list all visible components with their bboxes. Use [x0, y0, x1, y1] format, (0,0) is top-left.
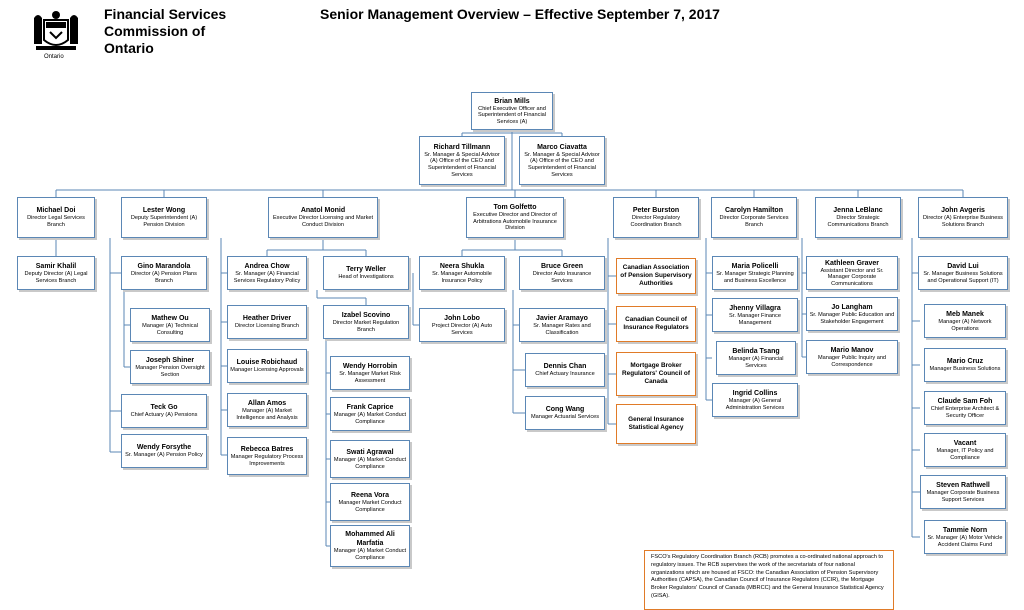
person-title: Manager Pension Oversight Section — [135, 364, 205, 378]
person-name: Richard Tillmann — [433, 143, 491, 151]
person-title: Manager (A) Financial Services — [728, 355, 784, 369]
person-box — [918, 197, 1008, 238]
person-title: Manager (A) Market Conduct Compliance — [333, 548, 407, 561]
person-title: Director Legal Services Branch — [27, 215, 85, 228]
person-box — [330, 397, 410, 431]
agency-box — [616, 306, 696, 342]
person-name: Maria Policelli — [731, 262, 779, 270]
person-box — [466, 197, 564, 238]
person-name: Vacant — [953, 439, 977, 447]
person-box — [815, 197, 901, 238]
person-box — [716, 341, 796, 375]
person-title: Assistant Director and Sr. Manager Corporate Communications — [820, 267, 884, 287]
person-box — [227, 305, 307, 339]
person-title: Director (A) Enterprise Business Solutions Branch — [923, 215, 1003, 228]
person-title: Manager (A) Technical Consulting — [142, 322, 198, 336]
person-name: Izabel Scovino — [341, 311, 391, 319]
person-box — [924, 348, 1006, 382]
person-title: Manager Public Inquiry and Correspondence — [817, 354, 887, 368]
person-title: Manager (A) Network Operations — [938, 318, 992, 332]
person-title: Manager Actuarial Services — [530, 414, 600, 421]
person-title: Manager (A) Market Intelligence and Analysis — [236, 407, 298, 421]
person-name: Lester Wong — [142, 207, 186, 215]
person-box — [121, 434, 207, 468]
person-name: Rebecca Batres — [240, 445, 294, 453]
person-name: John Avgeris — [941, 207, 985, 215]
person-box — [806, 256, 898, 290]
person-box — [227, 393, 307, 427]
person-box — [519, 136, 605, 185]
person-title: Manager Corporate Business Support Services — [926, 489, 1000, 503]
person-title: Sr. Manager (A) Financial Services Regulatory Policy — [233, 270, 301, 284]
person-name: Terry Weller — [346, 266, 386, 274]
person-box — [227, 349, 307, 383]
person-box — [130, 308, 210, 342]
person-box — [613, 197, 699, 238]
person-name: Swati Agrawal — [346, 448, 394, 456]
agency-box — [616, 352, 696, 396]
person-title: Sr. Manager & Special Advisor (A) Office of the CEO and Superintendent of Financial Services — [424, 151, 500, 178]
person-name: Meb Manek — [946, 310, 984, 318]
logo-caption: Ontario — [44, 54, 64, 60]
agency-name: Mortgage Broker Regulators' Council of Canada — [622, 362, 690, 385]
person-name: Heather Driver — [242, 315, 292, 323]
person-box — [227, 437, 307, 475]
person-box — [17, 197, 95, 238]
person-name: Neera Shukla — [439, 262, 485, 270]
person-name: Andrea Chow — [244, 262, 290, 270]
person-title: Executive Director Licensing and Market Conduct Division — [272, 215, 374, 228]
person-name: Kathleen Graver — [824, 259, 880, 267]
person-title: Deputy Superintendent (A) Pension Division — [130, 215, 198, 228]
chart-title: Senior Management Overview – Effective September 7, 2017 — [320, 6, 720, 22]
person-name: Tom Golfetto — [493, 204, 537, 212]
agency-name: Canadian Council of Insurance Regulators — [623, 316, 689, 331]
person-name: Bruce Green — [540, 262, 584, 270]
person-title: Sr. Manager Market Risk Assessment — [339, 370, 401, 384]
person-title: Manager Business Solutions — [929, 366, 1001, 373]
person-name: Gino Marandola — [137, 262, 191, 270]
person-box — [920, 475, 1006, 509]
person-box — [924, 391, 1006, 425]
person-title: Sr. Manager Public Education and Stakeholder Engagement — [809, 311, 895, 325]
person-title: Sr. Manager Automobile Insurance Policy — [432, 270, 492, 284]
person-box — [268, 197, 378, 238]
person-title: Manager, IT Policy and Compliance — [936, 447, 994, 461]
person-box — [323, 305, 409, 339]
person-name: Wendy Horrobin — [342, 362, 398, 370]
person-name: Frank Caprice — [346, 403, 394, 411]
person-box — [419, 308, 505, 342]
person-name: Marco Ciavatta — [537, 143, 587, 151]
person-title: Director Auto Insurance Services — [532, 270, 592, 284]
person-box — [471, 92, 553, 130]
person-title: Director Market Regulation Branch — [332, 319, 400, 333]
person-title: Sr. Manager & Special Advisor (A) Office of the CEO and Superintendent of Financial Services — [524, 151, 600, 178]
person-name: Jenna LeBlanc — [833, 207, 883, 215]
person-box — [323, 256, 409, 290]
person-title: Manager Market Conduct Compliance — [338, 499, 402, 513]
person-title: Manager Regulatory Process Improvements — [230, 453, 304, 467]
person-name: Cong Wang — [545, 406, 585, 414]
person-title: Sr. Manager Strategic Planning and Business Excellence — [716, 270, 794, 284]
person-box — [525, 396, 605, 430]
person-name: Samir Khalil — [35, 262, 77, 270]
person-box — [924, 520, 1006, 554]
person-name: Mohammed Ali Marfatia — [345, 531, 395, 548]
person-name: Anatol Monid — [300, 207, 346, 215]
person-title: Director (A) Pension Plans Branch — [131, 270, 197, 284]
person-box — [712, 383, 798, 417]
person-name: Steven Rathwell — [936, 481, 990, 489]
person-name: Teck Go — [150, 404, 178, 412]
person-name: Mario Cruz — [946, 358, 984, 366]
person-box — [519, 256, 605, 290]
person-box — [711, 197, 797, 238]
person-name: Reena Vora — [351, 491, 389, 499]
agency-name: General Insurance Statistical Agency — [628, 416, 684, 431]
person-name: Joseph Shiner — [145, 356, 195, 364]
person-box — [330, 483, 410, 521]
person-box — [918, 256, 1008, 290]
person-name: Mario Manov — [830, 346, 874, 354]
person-name: Carolyn Hamilton — [725, 207, 783, 215]
person-title: Deputy Director (A) Legal Services Branch — [24, 270, 88, 284]
person-name: Michael Doi — [36, 207, 76, 215]
person-name: Mathew Ou — [151, 314, 189, 322]
person-title: Manager (A) Market Conduct Compliance — [333, 456, 407, 470]
person-box — [712, 256, 798, 290]
person-name: Claude Sam Foh — [937, 397, 993, 405]
person-title: Manager (A) General Administration Services — [725, 397, 785, 411]
person-title: Director Corporate Services Branch — [719, 215, 789, 228]
person-title: Chief Executive Officer and Superintendent of Financial Services (A) — [477, 105, 547, 125]
person-name: Louise Robichaud — [236, 359, 298, 367]
person-title: Manager Licensing Approvals — [230, 367, 304, 374]
rcb-note: FSCO's Regulatory Coordination Branch (RCB) promotes a co-ordinated national approach to regulatory issues. The RCB supervises the work of the secretariats of four national organizations which are housed at FSCO: the Canadian Association of Pension Supervisory Authorities (CAPSA), the Canadian Council of Insurance Regulators (CCIR), the Mortgage Broker Regulators' Council of Canada (MBRCC) and the General Insurance Statistical Agency (GISA). — [644, 550, 894, 610]
organization-name: Financial Services Commission of Ontario — [104, 6, 227, 56]
agency-box — [616, 258, 696, 294]
person-name: Brian Mills — [494, 97, 530, 105]
person-box — [330, 525, 410, 567]
person-box — [806, 297, 898, 331]
person-box — [121, 256, 207, 290]
person-box — [924, 304, 1006, 338]
person-box — [419, 136, 505, 185]
person-name: Jo Langham — [831, 303, 873, 311]
person-name: Jhenny Villagra — [729, 304, 781, 312]
person-name: Wendy Forsythe — [136, 444, 192, 452]
person-box — [712, 298, 798, 332]
person-title: Chief Enterprise Architect & Security Officer — [930, 405, 1000, 419]
person-box — [130, 350, 210, 384]
person-title: Project Director (A) Auto Services — [431, 322, 493, 336]
person-box — [519, 308, 605, 342]
person-title: Chief Actuary Insurance — [535, 371, 595, 378]
person-name: Peter Burston — [632, 207, 680, 215]
person-name: Allan Amos — [247, 399, 287, 407]
person-name: Ingrid Collins — [732, 389, 778, 397]
person-name: Tammie Norn — [942, 526, 988, 534]
person-title: Executive Director and Director of Arbitrations Automobile Insurance Division — [473, 212, 557, 232]
person-title: Manager (A) Market Conduct Compliance — [333, 411, 407, 425]
person-box — [121, 197, 207, 238]
person-box — [121, 394, 207, 428]
person-name: David Lui — [947, 262, 979, 270]
person-title: Sr. Manager Business Solutions and Operational Support (IT) — [923, 270, 1003, 284]
person-title: Director Licensing Branch — [234, 323, 300, 330]
person-box — [419, 256, 505, 290]
person-box — [806, 340, 898, 374]
person-box — [330, 440, 410, 478]
person-box — [330, 356, 410, 390]
agency-name: Canadian Association of Pension Supervisory Authorities — [620, 264, 692, 287]
person-title: Director Strategic Communications Branch — [827, 215, 889, 228]
person-name: Dennis Chan — [543, 363, 587, 371]
person-box — [924, 433, 1006, 467]
person-box — [525, 353, 605, 387]
person-name: John Lobo — [444, 314, 480, 322]
person-title: Sr. Manager (A) Motor Vehicle Accident Claims Fund — [927, 534, 1003, 548]
person-name: Belinda Tsang — [732, 347, 780, 355]
person-title: Director Regulatory Coordination Branch — [630, 215, 682, 228]
person-name: Javier Aramayo — [536, 314, 588, 322]
person-title: Head of Investigations — [338, 274, 394, 281]
person-title: Sr. Manager Rates and Classification — [533, 322, 591, 336]
person-box — [17, 256, 95, 290]
agency-box — [616, 404, 696, 444]
person-title: Chief Actuary (A) Pensions — [130, 412, 198, 419]
person-title: Sr. Manager Finance Management — [729, 312, 781, 326]
person-box — [227, 256, 307, 290]
person-title: Sr. Manager (A) Pension Policy — [125, 452, 203, 459]
